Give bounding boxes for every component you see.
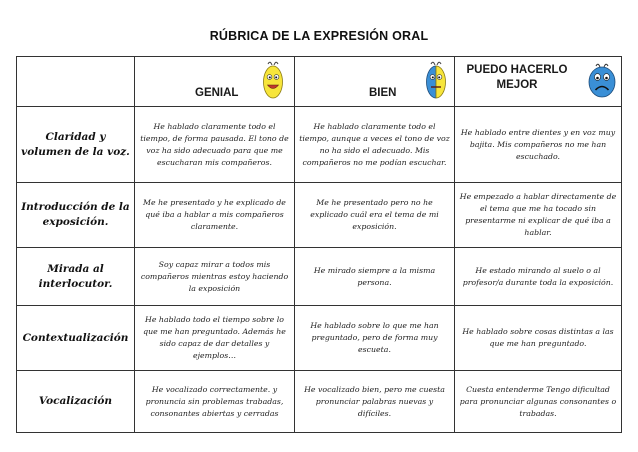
criterion-mirada: Mirada al interlocutor. <box>17 248 135 306</box>
rubric-row <box>17 371 622 433</box>
cell-genial: He hablado claramente todo el tiempo, de forma pausada. El tono de voz ha sido adecuado para que me escucharan mis compañeros. <box>135 107 295 183</box>
column-label-genial: GENIAL <box>195 87 239 99</box>
header-genial <box>135 57 295 107</box>
sad-face-icon <box>587 61 617 99</box>
cell-bien: He vocalizado bien, pero me cuesta pronunciar palabras nuevas y difíciles. <box>295 371 455 433</box>
happy-face-icon <box>262 60 284 100</box>
rubric-row <box>17 306 622 371</box>
cell-bien: He mirado siempre a la misma persona. <box>295 248 455 306</box>
column-label-bien: BIEN <box>369 87 397 99</box>
document-title: RÚBRICA DE LA EXPRESIÓN ORAL <box>209 29 429 43</box>
criterion-contextualizacion: Contextualización <box>17 306 135 371</box>
cell-genial: Soy capaz mirar a todos mis compañeros mientras estoy haciendo la exposición <box>135 248 295 306</box>
cell-mejor: He estado mirando al suelo o al profesor/a durante toda la exposición. <box>455 248 622 306</box>
cell-mejor: Cuesta entenderme Tengo dificultad para pronunciar algunas consonantes o trabadas. <box>455 371 622 433</box>
header-row <box>17 57 622 107</box>
header-corner <box>17 57 135 107</box>
rubric-table <box>16 56 622 433</box>
rubric-row <box>17 183 622 248</box>
cell-mejor: He hablado entre dientes y en voz muy bajita. Mis compañeros no me han escuchado. <box>455 107 622 183</box>
cell-genial: Me he presentado y he explicado de qué iba a hablar a mis compañeros claramente. <box>135 183 295 248</box>
cell-mejor: He hablado sobre cosas distintas a las que me han preguntado. <box>455 306 622 371</box>
cell-mejor: He empezado a hablar directamente de el tema que me ha tocado sin presentarme ni explicar de qué iba a hablar. <box>455 183 622 248</box>
cell-genial: He hablado todo el tiempo sobre lo que me han preguntado. Además he sido capaz de dar detalles y ejemplos… <box>135 306 295 371</box>
column-label-mejor: PUEDO HACERLO MEJOR <box>466 64 568 91</box>
cell-bien: He hablado claramente todo el tiempo, aunque a veces el tono de voz no ha sido el adecuado. Mis compañeros no me podían escuchar. <box>295 107 455 183</box>
cell-genial: He vocalizado correctamente. y pronuncia sin problemas trabadas, consonantes abiertas y cerradas <box>135 371 295 433</box>
header-bien <box>295 57 455 107</box>
criterion-claridad: Claridad y volumen de la voz. <box>17 107 135 183</box>
rubric-row <box>17 248 622 306</box>
neutral-face-icon <box>425 60 447 100</box>
criterion-introduccion: Introducción de la exposición. <box>17 183 135 248</box>
criterion-vocalizacion: Vocalización <box>17 371 135 433</box>
cell-bien: He hablado sobre lo que me han preguntado, pero de forma muy escueta. <box>295 306 455 371</box>
rubric-row <box>17 107 622 183</box>
cell-bien: Me he presentado pero no he explicado cuál era el tema de mi exposición. <box>295 183 455 248</box>
header-puedo-hacerlo-mejor <box>455 57 622 107</box>
